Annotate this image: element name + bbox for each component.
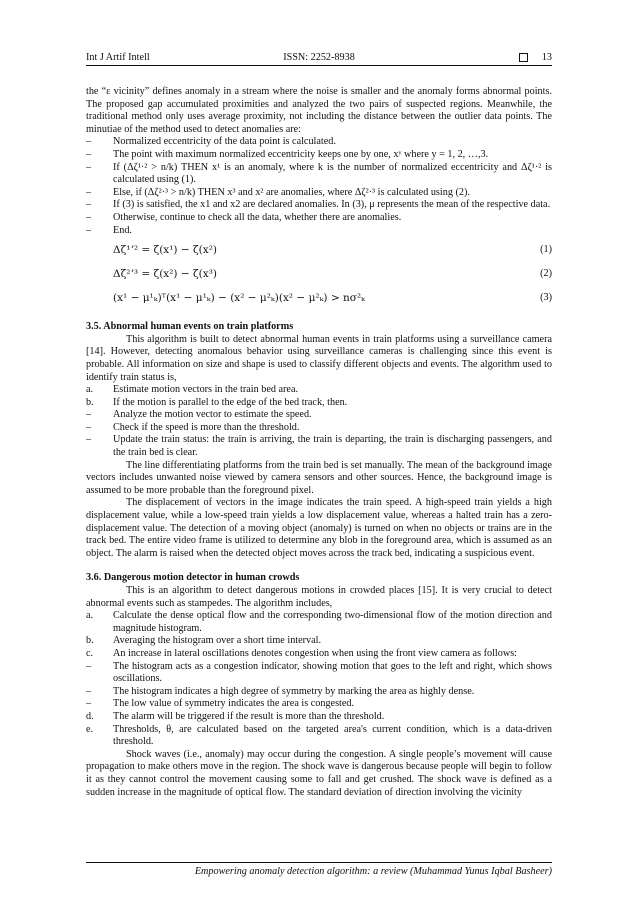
list-item [86,661,552,686]
list-marker: a. [86,610,94,622]
paragraph: The line differentiating platforms from the train bed is set manually. The mean of the background image vectors includes unwanted noise viewed by camera sensors and other sources. Hence, the background image is assumed to be more probable than the foreground pixel. [86,459,552,496]
list-marker: b. [86,635,94,647]
intro-paragraph: the “ε vicinity” defines anomaly in a stream where the noise is smaller and the anomaly forms abnormal points. The proposed gap accumulated proximities and analyzed the two pairs of suspected regions. Meanwhile, the traditional method only uses average proximity, not including the distance between the outlier data points. The minutiae of the method used to detect anomalies are: [86,86,552,135]
list-text: If (3) is satisfied, the x1 and x2 are declared anomalies. In (3), μ represents the mean of the respective data. [113,199,551,211]
list-item [86,199,552,212]
method-steps [86,136,552,237]
equation-number: (2) [540,267,552,279]
list-marker: – [86,434,92,446]
equation-number: (1) [540,243,552,255]
list-item [86,162,552,187]
list-text: The histogram indicates a high degree of symmetry by marking the area as highly dense. [113,685,475,697]
list-item [86,409,552,422]
issn: ISSN: 2252-8938 [283,52,355,63]
equation-expression: (x¹ − μ¹ₖ)ᵀ(x¹ − μ¹ₖ) − (x² − μ²ₖ)(x² − μ²ₖ) > nσ²ₖ [113,291,365,304]
equation-expression: Δζ²ʼ³ = ζ(x²) − ζ(x³) [113,267,218,280]
equation-number: (3) [540,291,552,303]
journal-name: Int J Artif Intell [86,52,150,63]
list-text: Normalized eccentricity of the data point is calculated. [113,136,336,148]
running-footer: Empowering anomaly detection algorithm: a review (Muhammad Yunus Iqbal Basheer) [194,866,552,877]
list-text: Thresholds, θ, are calculated based on the targeted area's current condition, which is a data-driven threshold. [113,723,552,748]
paragraph: Shock waves (i.e., anomaly) may occur during the congestion. A single people’s movement will cause propagation to make others move in the region. The shock wave is dangerous because people will begin to follow it as they cannot control the movement causing some to fall and get crushed. The shock wave is defined as a sudden increase in the magnitude of optical flow. The standard deviation of direction involving the vicinity [86,748,552,798]
list-item [86,635,552,648]
list-text: An increase in lateral oscillations denotes congestion when using the front view camera as follows: [113,647,517,659]
equation-3 [86,287,552,309]
list-marker: d. [86,710,94,722]
list-text: Else, if (Δζ²·³ > n/k) THEN x³ and x² are anomalies, where Δζ²·³ is calculated using (2). [113,186,470,198]
list-item [86,384,552,397]
list-marker: a. [86,384,94,396]
list-item [86,698,552,711]
list-item [86,397,552,410]
list-text: Update the train status: the train is arriving, the train is departing, the train is discharging passengers, and the train bed is clear. [113,434,552,459]
list-marker: b. [86,396,94,408]
list-marker: – [86,685,92,697]
equation-2 [86,263,552,285]
list-marker: – [86,148,92,160]
train-status-steps [86,384,552,460]
list-text: Averaging the histogram over a short time interval. [113,635,322,647]
running-header [86,47,552,63]
list-item [86,610,552,635]
list-item [86,212,552,225]
list-marker: – [86,186,92,198]
body-text [86,86,552,799]
list-text: Otherwise, continue to check all the data, whether there are anomalies. [113,211,402,223]
paragraph: This is an algorithm to detect dangerous motions in crowded places [15]. It is very crucial to detect abnormal events such as stampedes. The algorithm includes, [86,585,552,609]
list-item [86,648,552,661]
list-marker: – [86,421,92,433]
list-marker: – [86,660,92,672]
list-text: Estimate motion vectors in the train bed area. [113,384,299,396]
list-item [86,225,552,238]
header-rule [86,65,552,66]
list-marker: – [86,409,92,421]
list-item [86,434,552,459]
list-item [86,149,552,162]
paragraph: This algorithm is built to detect abnormal human events in train platforms using a surveillance camera [14]. However, detecting anomalous behavior using surveillance cameras is challenging since this event is probable. All information on size and shape is used to classify different objects and events. The algorithm used to identify train status is, [86,333,552,383]
equation-expression: Δζ¹ʼ² = ζ(x¹) − ζ(x²) [113,243,218,256]
section-heading-3-6: 3.6. Dangerous motion detector in human crowds [86,572,300,584]
equation-1 [86,239,552,261]
list-marker: – [86,211,92,223]
list-text: The alarm will be triggered if the result is more than the threshold. [113,710,385,722]
list-marker: – [86,136,92,148]
list-text: The low value of symmetry indicates the area is congested. [113,698,355,710]
list-text: If the motion is parallel to the edge of the bed track, then. [113,396,348,408]
list-text: Check if the speed is more than the threshold. [113,421,300,433]
page-number: 13 [541,52,552,63]
list-text: The histogram acts as a congestion indicator, showing motion that goes to the left and right, which shows oscillations. [113,660,552,685]
list-item [86,724,552,749]
list-item [86,686,552,699]
list-text: Analyze the motion vector to estimate the speed. [113,409,312,421]
list-text: End. [113,224,132,236]
section-heading-3-5: 3.5. Abnormal human events on train platforms [86,321,294,333]
list-marker: – [86,199,92,211]
list-item [86,711,552,724]
list-marker: c. [86,647,94,659]
list-marker: – [86,698,92,710]
list-marker: e. [86,723,94,735]
list-item [86,136,552,149]
footer-rule [86,862,552,863]
crowd-algorithm-steps [86,610,552,749]
paragraph: The displacement of vectors in the image indicates the train speed. A high-speed train yields a high displacement value, while a low-speed train yields a low displacement value, whereas a halted train has a zero-displacement value. The detection of a moving object (anomaly) is turned on when no objects or trains are in the track bed. The entire video frame is utilized to determine any blob in the foreground area, which is assumed as an object. The alarm is raised when the detected object moves across the track bed, indicating a suspicious event. [86,497,552,559]
list-text: If (Δζ¹·² > n/k) THEN x¹ is an anomaly, where k is the number of normalized eccentricity and Δζ¹·² is calculated using (1). [113,161,552,186]
list-marker: – [86,161,92,173]
list-item [86,422,552,435]
list-text: The point with maximum normalized eccentricity keeps one by one, xʸ where y = 1, 2, …,3. [113,148,489,160]
list-item [86,187,552,200]
list-marker: – [86,224,92,236]
list-text: Calculate the dense optical flow and the corresponding two-dimensional flow of the motion direction and magnitude histogram. [113,610,552,634]
